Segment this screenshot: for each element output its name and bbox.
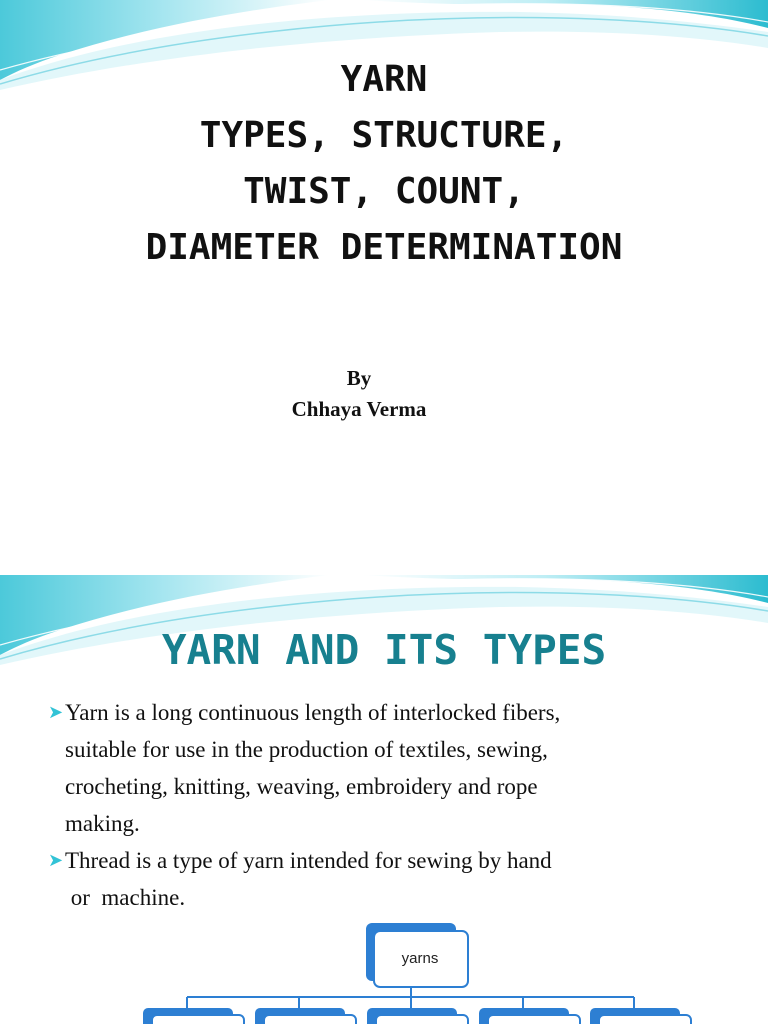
slide-title: YARN AND ITS TYPES [161,626,607,674]
arrow-bullet-icon: ➤ [48,850,64,870]
author-name: Chhaya Verma [291,397,427,421]
diagram-child-box [488,1015,580,1024]
title-line-2: TYPES, STRUCTURE, [199,115,569,156]
diagram-root-label: yarns [401,950,439,967]
bullet-line: crocheting, knitting, weaving, embroidery and rope [65,774,538,799]
bullet-line: making. [65,811,140,836]
diagram-child-box [264,1015,356,1024]
bullet-line: suitable for use in the production of textiles, sewing, [65,737,548,762]
title-line-1: YARN [340,59,428,100]
bullet-line: or machine. [65,885,186,910]
title-line-4: DIAMETER DETERMINATION [145,227,623,268]
bullet-line: Thread is a type of yarn intended for sewing by hand [65,848,552,873]
arrow-bullet-icon: ➤ [48,702,64,722]
byline [200,363,518,425]
diagram-child-box [599,1015,691,1024]
content-slide [0,575,768,1024]
by-label: By [346,366,372,390]
title-line-3: TWIST, COUNT, [243,171,525,212]
bullet-line: Yarn is a long continuous length of interlocked fibers, [65,700,561,725]
diagram-child-box [152,1015,244,1024]
slide-title [0,52,768,276]
diagram-child-box [376,1015,468,1024]
